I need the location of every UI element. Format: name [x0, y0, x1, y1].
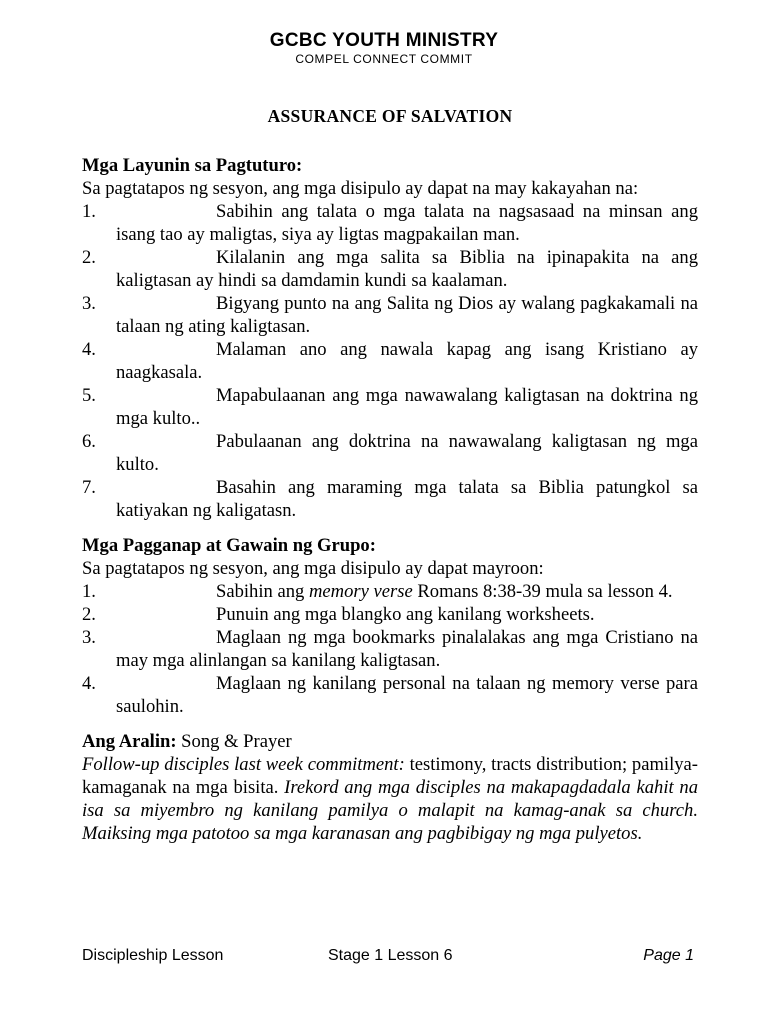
- item-number: 2.: [82, 247, 96, 268]
- item-number: 4.: [82, 339, 96, 360]
- item-number: 1.: [82, 581, 96, 602]
- followup-paragraph: [82, 753, 698, 845]
- list-item: [82, 384, 698, 430]
- item-text: Basahin ang maraming mga talata sa Biblia patungkol sa katiyakan ng kaligatasn.: [116, 477, 698, 521]
- organization-name: GCBC YOUTH MINISTRY: [269, 30, 499, 51]
- item-text-before: Sabihin ang: [216, 581, 309, 602]
- objectives-list: [82, 200, 698, 522]
- list-item: [82, 626, 698, 672]
- item-text: Sabihin ang talata o mga talata na nagsasaad na minsan ang isang tao ay maligtas, siya ay ligtas magpakailan man.: [116, 201, 698, 245]
- item-text: Kilalanin ang mga salita sa Biblia na ipinapakita na ang kaligtasan ay hindi sa damdamin kundi sa kaalaman.: [116, 247, 698, 291]
- lesson-label: Ang Aralin:: [82, 731, 177, 752]
- followup-italic-2: Irekord ang mga disciples na makapagdadala kahit na isa sa miyembro ng kanilang pamilya o malapit na kamag-anak sa church. Maiksing mga patotoo sa mga karanasan ang pagbibigay ng mga pulyetos.: [82, 777, 698, 844]
- item-number: 4.: [82, 673, 96, 694]
- objectives-heading: Mga Layunin sa Pagtuturo:: [82, 155, 303, 176]
- item-text: Pabulaanan ang doktrina na nawawalang kaligtasan ng mga kulto.: [116, 431, 698, 475]
- item-number: 6.: [82, 431, 96, 452]
- item-text: Maglaan ng mga bookmarks pinalalakas ang mga Cristiano na may mga alinlangan sa kanilang kaligtasan.: [116, 627, 698, 671]
- item-text-after: Romans 8:38-39 mula sa lesson 4.: [412, 581, 673, 602]
- document-title: ASSURANCE OF SALVATION: [267, 106, 513, 126]
- list-item: [82, 603, 698, 626]
- activities-heading: Mga Pagganap at Gawain ng Grupo:: [82, 535, 376, 556]
- list-item: [82, 292, 698, 338]
- list-item: [82, 580, 698, 603]
- item-number: 1.: [82, 201, 96, 222]
- item-number: 3.: [82, 627, 96, 648]
- activities-intro: Sa pagtatapos ng sesyon, ang mga disipulo ay dapat mayroon:: [82, 558, 544, 579]
- lesson-section: [82, 730, 698, 845]
- footer-stage: Stage 1 Lesson 6: [328, 947, 453, 964]
- tagline: COMPEL CONNECT COMMIT: [295, 52, 473, 66]
- list-item: [82, 200, 698, 246]
- activities-section: [82, 534, 698, 718]
- followup-normal: testimony, tracts distribution; pamilya-kamaganak na mga bisita.: [82, 754, 698, 798]
- document-body: [82, 105, 698, 845]
- item-text-italic: memory verse: [308, 581, 413, 602]
- item-text: Mapabulaanan ang mga nawawalang kaligtasan na doktrina ng mga kulto..: [116, 385, 698, 429]
- list-item: [82, 338, 698, 384]
- lesson-line: [82, 730, 698, 753]
- list-item: [82, 246, 698, 292]
- item-text: Maglaan ng kanilang personal na talaan ng memory verse para saulohin.: [116, 673, 698, 717]
- item-text: Punuin ang mga blangko ang kanilang worksheets.: [216, 604, 595, 625]
- list-item: [82, 672, 698, 718]
- lesson-text: Song & Prayer: [176, 731, 292, 752]
- page-footer: [82, 947, 694, 969]
- item-text: Malaman ano ang nawala kapag ang isang Kristiano ay naagkasala.: [116, 339, 698, 383]
- item-number: 7.: [82, 477, 96, 498]
- item-number: 3.: [82, 293, 96, 314]
- page-header: [0, 30, 768, 66]
- objectives-section: [82, 154, 698, 522]
- list-item: [82, 430, 698, 476]
- item-number: 5.: [82, 385, 96, 406]
- page-number: Page 1: [643, 947, 694, 964]
- list-item: [82, 476, 698, 522]
- item-text: Bigyang punto na ang Salita ng Dios ay walang pagkakamali na talaan ng ating kaligtasan.: [116, 293, 698, 337]
- item-number: 2.: [82, 604, 96, 625]
- objectives-intro: Sa pagtatapos ng sesyon, ang mga disipulo ay dapat na may kakayahan na:: [82, 178, 639, 199]
- activities-list: [82, 580, 698, 718]
- followup-italic: Follow-up disciples last week commitment:: [82, 754, 405, 775]
- footer-series: Discipleship Lesson: [82, 947, 224, 964]
